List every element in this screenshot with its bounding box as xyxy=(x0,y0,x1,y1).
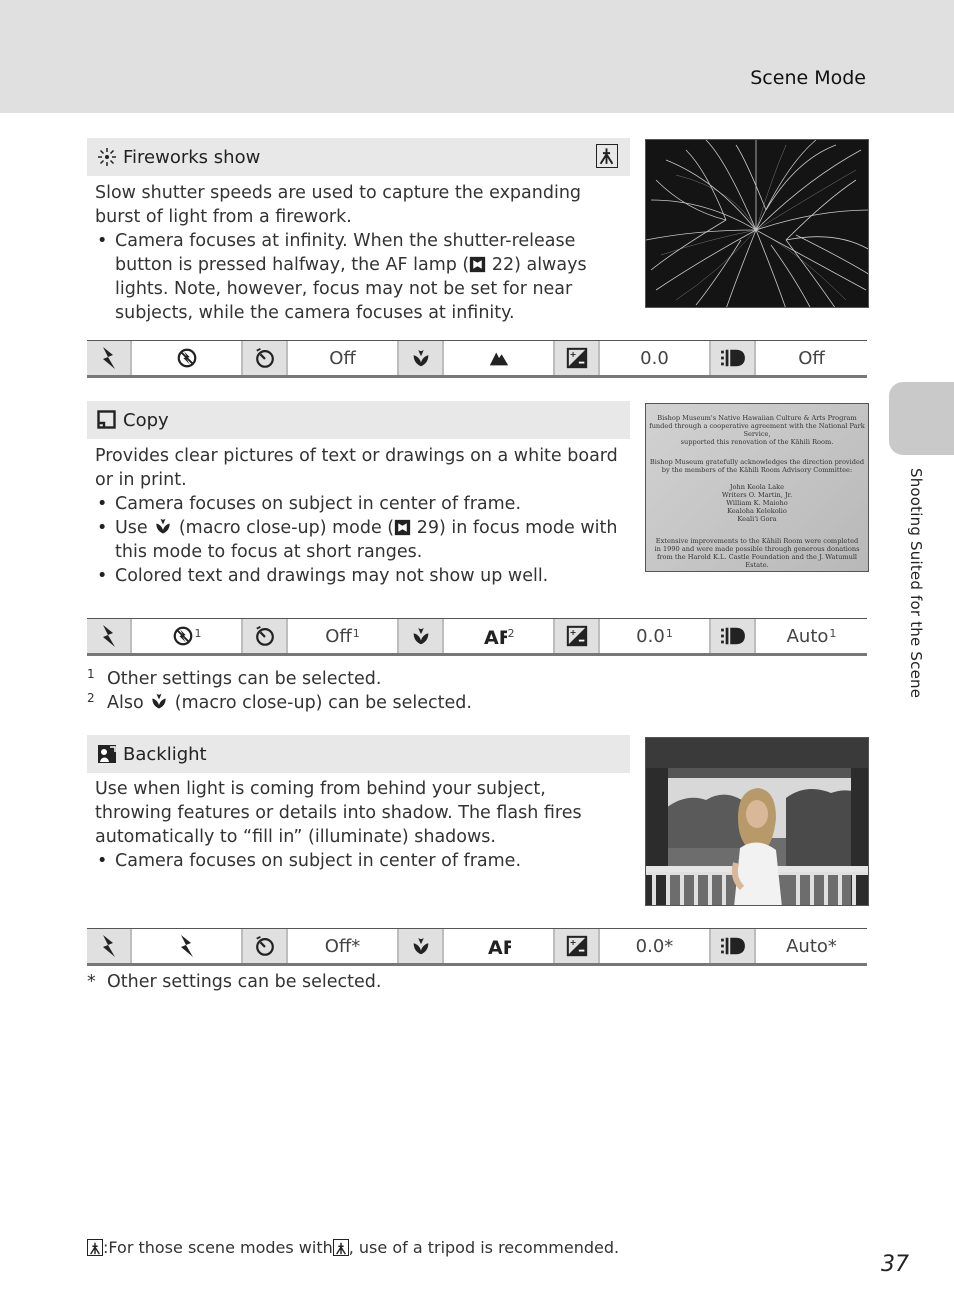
exposure-value: 0.0 xyxy=(600,341,711,375)
flash-mode-key xyxy=(87,341,132,375)
copy-bullet-2-c: 29) in focus mode with this mode to focus at short ranges. xyxy=(115,518,618,562)
copy-footnote-2 xyxy=(87,686,472,715)
fireworks-intro: Slow shutter speeds are used to capture the expanding burst of light from a firework. xyxy=(95,183,582,227)
fireworks-icon xyxy=(97,147,117,167)
fireworks-bullet-1-a: Camera focuses at infinity. When the shutter-release button is pressed halfway, the AF lamp ( xyxy=(115,231,576,275)
af-icon xyxy=(487,934,511,958)
copy-bullet-2-a: Use xyxy=(115,518,154,538)
af-lamp-icon xyxy=(720,347,746,369)
copy-title: Copy xyxy=(123,409,169,431)
footnote-2-text-a: Also xyxy=(107,693,150,713)
footnote-2-text-b: (macro close-up) can be selected. xyxy=(169,693,472,713)
af-lamp-key xyxy=(711,341,756,375)
tripod-note-text-b: , use of a tripod is recommended. xyxy=(348,1238,620,1257)
footnote-ref-1: 1 xyxy=(829,626,837,640)
fireworks-heading xyxy=(87,138,630,176)
backlight-bullet-1: • Camera focuses on subject in center of frame. xyxy=(95,849,620,873)
exposure-key xyxy=(555,929,600,963)
page-number: 37 xyxy=(881,1252,909,1277)
focus-mode-key xyxy=(399,341,444,375)
fireworks-bullet-1-b: 22) always lights. Note, however, focus may not be set for near subjects, while the camera focuses at infinity. xyxy=(115,255,587,323)
af-lamp-key xyxy=(711,619,756,653)
self-timer-icon xyxy=(254,935,276,957)
copy-icon xyxy=(97,410,117,430)
af-lamp-icon xyxy=(720,625,746,647)
macro-icon xyxy=(410,347,432,369)
copy-bullet-3: • Colored text and drawings may not show up well. xyxy=(95,564,620,588)
footnote-1-number: 1 xyxy=(87,667,95,681)
backlight-heading xyxy=(87,735,630,773)
copy-bullet-2 xyxy=(95,516,620,564)
self-timer-key xyxy=(243,929,288,963)
plaque-line-6: Extensive improvements to the Kāhili Room were completed xyxy=(655,537,859,546)
af-lamp-key xyxy=(711,929,756,963)
exposure-value xyxy=(600,619,711,653)
focus-mode-value xyxy=(444,929,555,963)
backlight-settings-row xyxy=(87,928,867,966)
infinity-mountain-icon xyxy=(488,347,510,369)
plaque-line-2: funded through a cooperative agreement with the National Park Service, xyxy=(649,422,865,439)
plaque-line-3: supported this renovation of the Kāhili Room. xyxy=(680,438,834,447)
copy-settings-row xyxy=(87,618,867,656)
footnote-ref-1: 1 xyxy=(194,626,202,640)
flash-mode-value xyxy=(132,341,243,375)
copy-bullet-1: • Camera focuses on subject in center of frame. xyxy=(95,492,620,516)
flash-mode-value xyxy=(132,619,243,653)
copy-description xyxy=(95,444,620,588)
tripod-note xyxy=(87,1238,619,1257)
plaque-line-4: Bishop Museum gratefully acknowledges the direction provided xyxy=(649,458,865,467)
backlight-description xyxy=(95,777,620,873)
macro-icon xyxy=(410,935,432,957)
self-timer-value: Off xyxy=(288,341,399,375)
af-lamp-value xyxy=(756,619,867,653)
self-timer-icon xyxy=(254,625,276,647)
exposure-compensation-icon xyxy=(566,347,588,369)
plaque-line-7: in 1990 and were made possible through generous donations xyxy=(654,545,860,554)
book-icon xyxy=(469,256,486,273)
flash-icon xyxy=(98,934,120,958)
fireworks-bullet-1 xyxy=(95,229,620,325)
flash-off-icon xyxy=(172,625,194,647)
copy-bullet-2-b: (macro close-up) mode ( xyxy=(173,518,395,538)
exposure-key xyxy=(555,341,600,375)
flash-mode-key xyxy=(87,929,132,963)
footnote-ref-1: 1 xyxy=(665,626,673,640)
backlight-photo xyxy=(645,737,869,906)
backlight-title: Backlight xyxy=(123,743,207,765)
plaque-name-4: Kealoha Kelekolio xyxy=(727,506,787,515)
fireworks-title: Fireworks show xyxy=(123,146,261,168)
backlight-footnote-text: Other settings can be selected. xyxy=(107,972,382,992)
plaque-name-1: John Keola Lake xyxy=(729,482,785,491)
fireworks-description xyxy=(95,181,620,325)
self-timer-value: Off* xyxy=(288,929,399,963)
af-lamp-value: Off xyxy=(798,347,825,369)
exposure-compensation-icon xyxy=(566,935,588,957)
macro-icon xyxy=(153,516,173,536)
footnote-ref-1: 1 xyxy=(352,626,360,640)
header-band xyxy=(0,0,954,113)
af-lamp-text: Auto xyxy=(786,625,829,647)
fill-flash-icon xyxy=(176,934,198,958)
page-header-title: Scene Mode xyxy=(750,67,866,89)
copy-photo xyxy=(645,403,869,572)
tripod-icon xyxy=(333,1239,349,1256)
fireworks-photo xyxy=(645,139,869,308)
tripod-note-text-a: :For those scene modes with xyxy=(103,1238,333,1257)
tripod-icon xyxy=(596,144,618,168)
flash-mode-key xyxy=(87,619,132,653)
footnote-1-text: Other settings can be selected. xyxy=(107,669,382,689)
af-lamp-value: Auto* xyxy=(786,935,837,957)
flash-icon xyxy=(98,346,120,370)
footnote-2-number: 2 xyxy=(87,691,95,705)
fireworks-settings-row xyxy=(87,340,867,378)
exposure-value: 0.0* xyxy=(600,929,711,963)
chapter-side-label: Shooting Suited for the Scene xyxy=(907,468,925,699)
footnote-asterisk: * xyxy=(87,972,96,992)
backlight-icon xyxy=(97,744,117,764)
macro-icon xyxy=(410,625,432,647)
self-timer-key xyxy=(243,341,288,375)
self-timer-text: Off xyxy=(325,625,352,647)
exposure-key xyxy=(555,619,600,653)
af-icon xyxy=(483,624,507,648)
flash-mode-value xyxy=(132,929,243,963)
exposure-text: 0.0 xyxy=(636,625,665,647)
self-timer-key xyxy=(243,619,288,653)
self-timer-value xyxy=(288,619,399,653)
focus-mode-key xyxy=(399,619,444,653)
footnote-ref-2: 2 xyxy=(507,626,515,640)
backlight-footnote xyxy=(87,970,381,994)
tripod-icon xyxy=(87,1239,103,1256)
backlight-intro: Use when light is coming from behind your subject, throwing features or details into shadow. The flash fires automatically to “fill in” (illuminate) shadows. xyxy=(95,779,582,847)
plaque-name-5: Keali'i Gora xyxy=(737,514,777,523)
macro-icon xyxy=(149,691,169,711)
flash-off-icon xyxy=(176,347,198,369)
focus-mode-value xyxy=(444,619,555,653)
copy-intro: Provides clear pictures of text or drawings on a white board or in print. xyxy=(95,446,618,490)
focus-mode-value xyxy=(444,341,555,375)
plaque-name-2: Writers O. Martin, Jr. xyxy=(721,490,793,499)
self-timer-icon xyxy=(254,347,276,369)
focus-mode-key xyxy=(399,929,444,963)
plaque-name-3: William K. Maioho xyxy=(726,498,788,507)
flash-icon xyxy=(98,624,120,648)
plaque-line-8: from the Harold K.L. Castle Foundation and the J. Watumull Estate. xyxy=(656,553,858,570)
plaque-line-1: Bishop Museum's Native Hawaiian Culture & Arts Program xyxy=(657,414,857,422)
exposure-compensation-icon xyxy=(566,625,588,647)
plaque-line-5: by the members of the Kāhili Room Advisory Committee: xyxy=(661,466,853,475)
chapter-side-tab xyxy=(889,382,954,455)
copy-heading xyxy=(87,401,630,439)
af-lamp-icon xyxy=(720,935,746,957)
book-icon xyxy=(394,519,411,536)
